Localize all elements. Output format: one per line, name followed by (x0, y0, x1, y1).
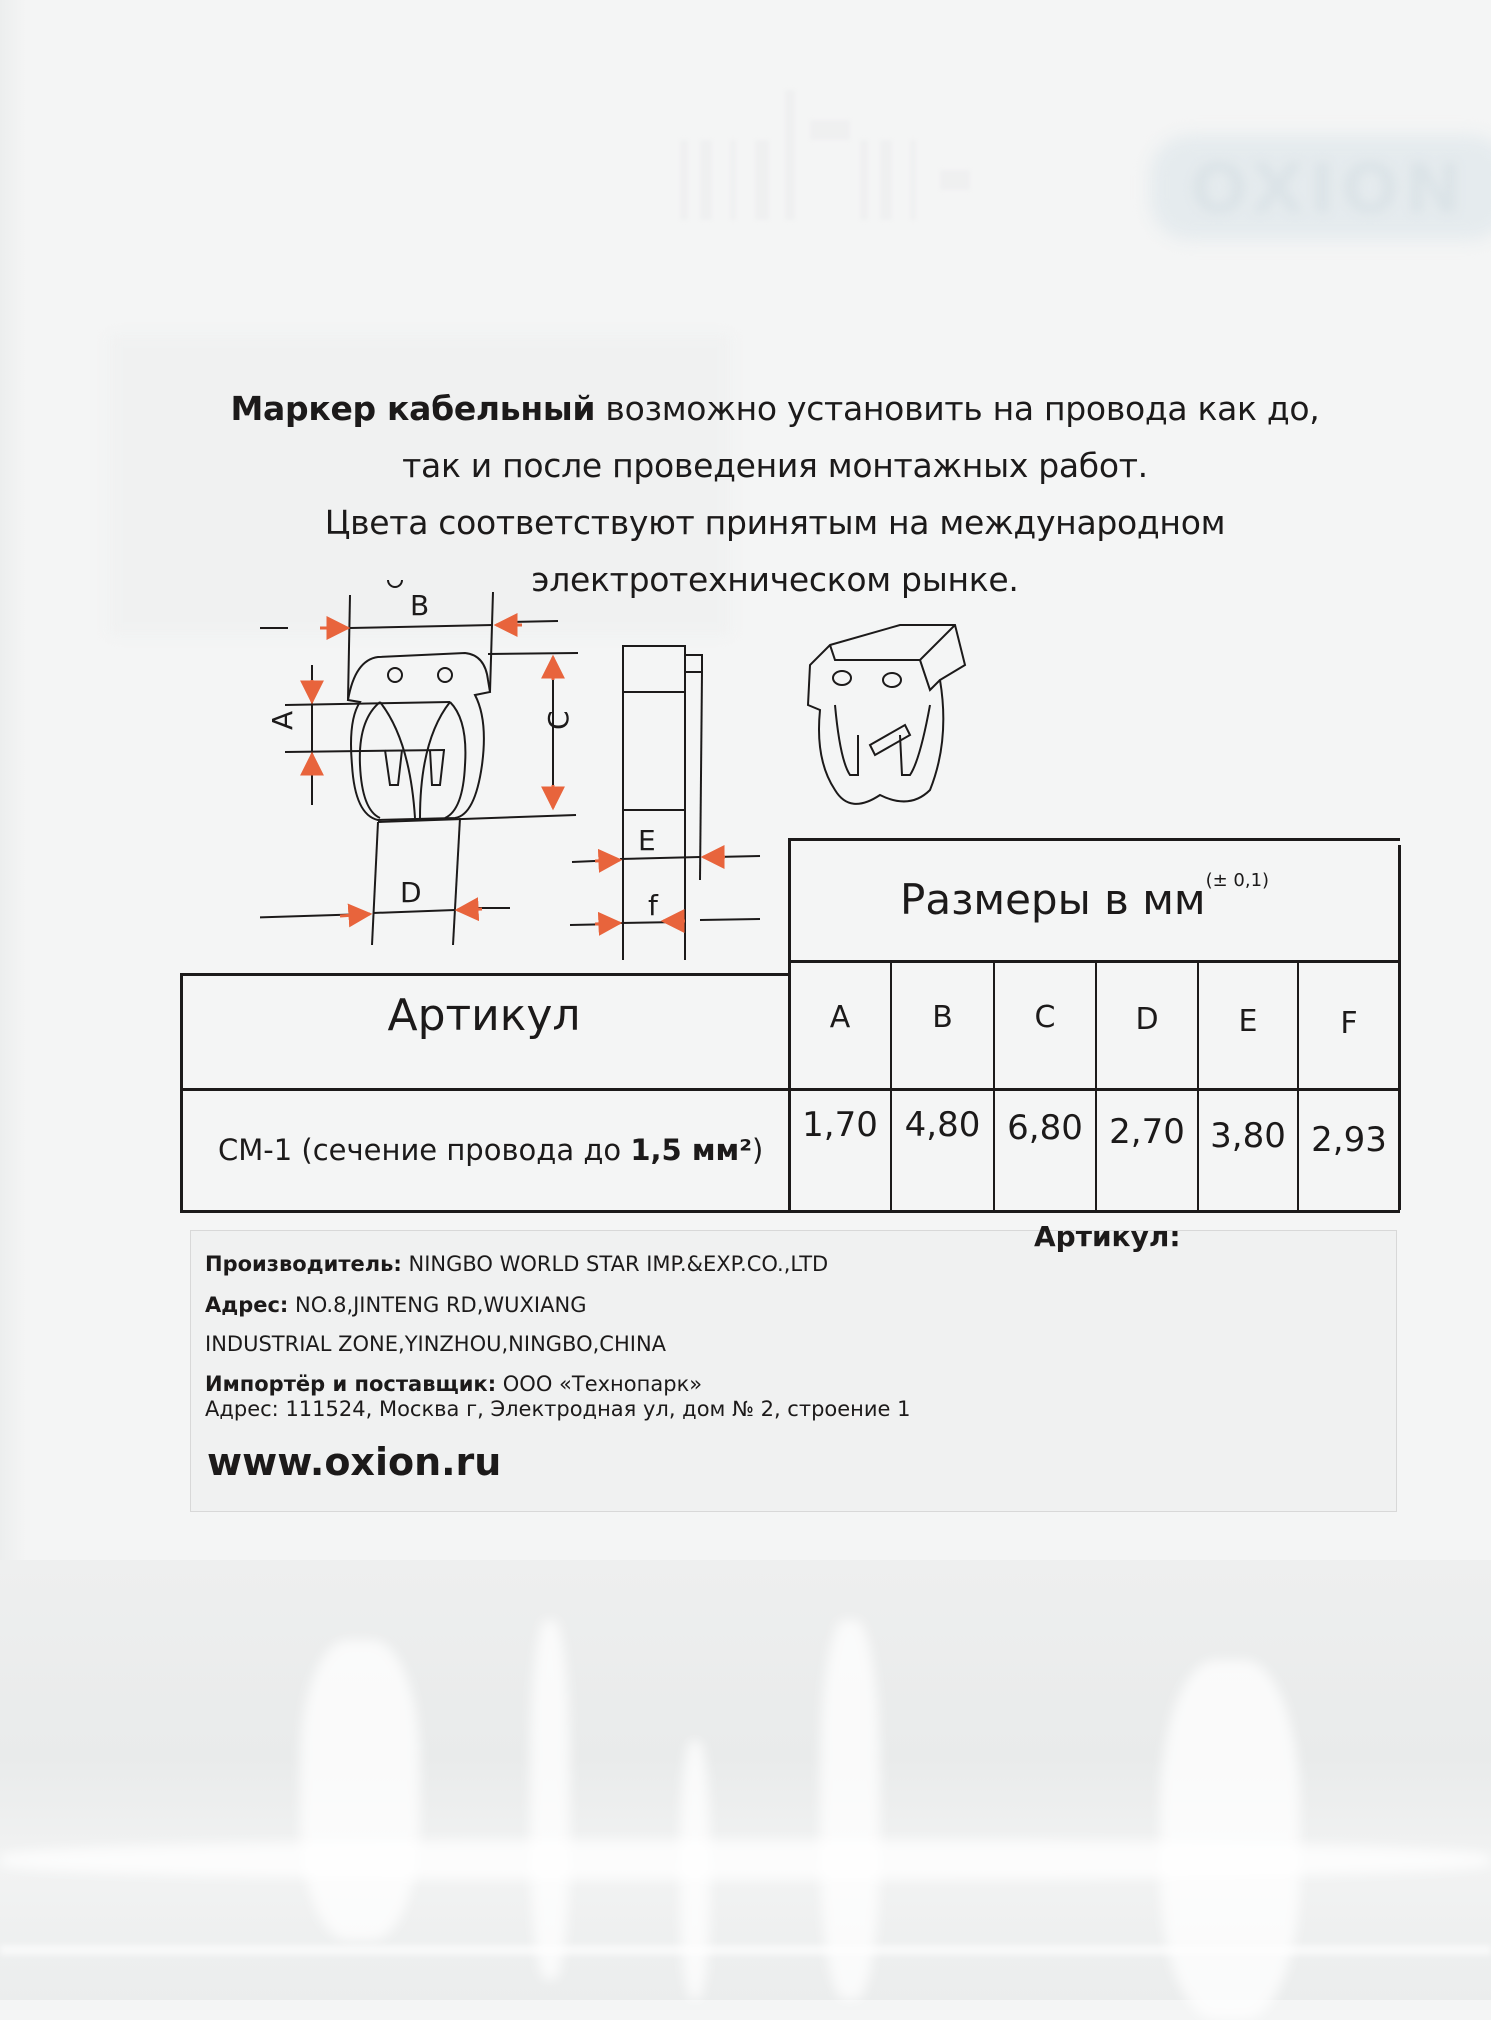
intro-bold-lead: Маркер кабельный (230, 389, 596, 428)
plastic-glare (530, 1620, 570, 1980)
article-suffix: ) (751, 1133, 764, 1167)
col-header-d: D (1135, 1002, 1159, 1037)
ru-address-value: 111524, Москва г, Электродная ул, дом № 2, строение 1 (278, 1397, 911, 1421)
label-c: C (542, 710, 575, 730)
iso-view-drawing (808, 625, 965, 804)
importer-label: Импортёр и поставщик: (205, 1372, 497, 1396)
intro-line-1-rest: возможно установить на провода как до, (595, 389, 1320, 428)
zip-seal (0, 1945, 1491, 1955)
col-header-f: F (1340, 1006, 1358, 1041)
plastic-glare (300, 1640, 420, 1940)
tolerance-note: (± 0,1) (1205, 870, 1270, 891)
manufacturer-label: Производитель: (205, 1252, 402, 1276)
article-prefix: CM-1 (сечение провода до (218, 1133, 631, 1167)
label-d: D (400, 876, 422, 909)
ghost-brand-logo: OXION (1190, 150, 1468, 229)
address-line-1 (205, 1293, 586, 1317)
ru-address-label: Адрес: (205, 1397, 279, 1421)
intro-line-4: электротехническом рынке. (531, 560, 1019, 599)
intro-text (140, 380, 1410, 608)
value-c: 6,80 (1007, 1108, 1083, 1148)
label-f: f (648, 889, 658, 922)
address-value-1: NO.8,JINTENG RD,WUXIANG (288, 1293, 587, 1317)
manufacturer-line (205, 1252, 828, 1276)
website-link[interactable]: www.oxion.ru (207, 1440, 502, 1484)
side-view-drawing (570, 646, 760, 960)
col-header-c: C (1034, 1000, 1056, 1035)
article-field-label: Артикул: (1034, 1220, 1181, 1253)
importer-line (205, 1372, 702, 1396)
manufacturer-value: NINGBO WORLD STAR IMP.&EXP.CO.,LTD (401, 1252, 829, 1276)
article-header: Артикул (387, 990, 581, 1041)
value-e: 3,80 (1210, 1116, 1286, 1156)
sizes-title-text: Размеры в мм (900, 875, 1206, 924)
article-bold: 1,5 мм² (630, 1133, 752, 1167)
ghost-barcode-graphic (660, 60, 1000, 230)
address-label: Адрес: (205, 1293, 289, 1317)
value-b: 4,80 (904, 1105, 981, 1145)
importer-value: ООО «Технопарк» (496, 1372, 703, 1396)
label-b: B (410, 589, 430, 622)
col-header-e: E (1238, 1004, 1258, 1039)
intro-line-1 (140, 380, 1410, 437)
label-a: A (266, 710, 299, 730)
marker-dimension-diagram (260, 580, 980, 960)
sizes-title (900, 870, 1269, 924)
ru-address-line (205, 1397, 911, 1421)
label-e: E (638, 824, 656, 857)
col-header-a: A (829, 1000, 851, 1035)
ghost-logo-subtitle (1200, 240, 1206, 264)
address-line-2: INDUSTRIAL ZONE,YINZHOU,NINGBO,CHINA (205, 1332, 667, 1356)
intro-line-3: Цвета соответствуют принятым на международном (324, 503, 1226, 542)
plastic-glare (0, 1840, 1491, 1880)
col-header-b: B (932, 1000, 953, 1035)
zip-bag-area (0, 1560, 1491, 2000)
value-d: 2,70 (1109, 1112, 1185, 1152)
plastic-glare (1160, 1660, 1300, 2020)
plastic-glare (820, 1620, 880, 2000)
background-edge (0, 0, 26, 1560)
table-row-article (218, 1133, 763, 1167)
intro-line-2: так и после проведения монтажных работ. (402, 446, 1148, 485)
value-a: 1,70 (802, 1105, 878, 1145)
value-f: 2,93 (1311, 1120, 1387, 1160)
